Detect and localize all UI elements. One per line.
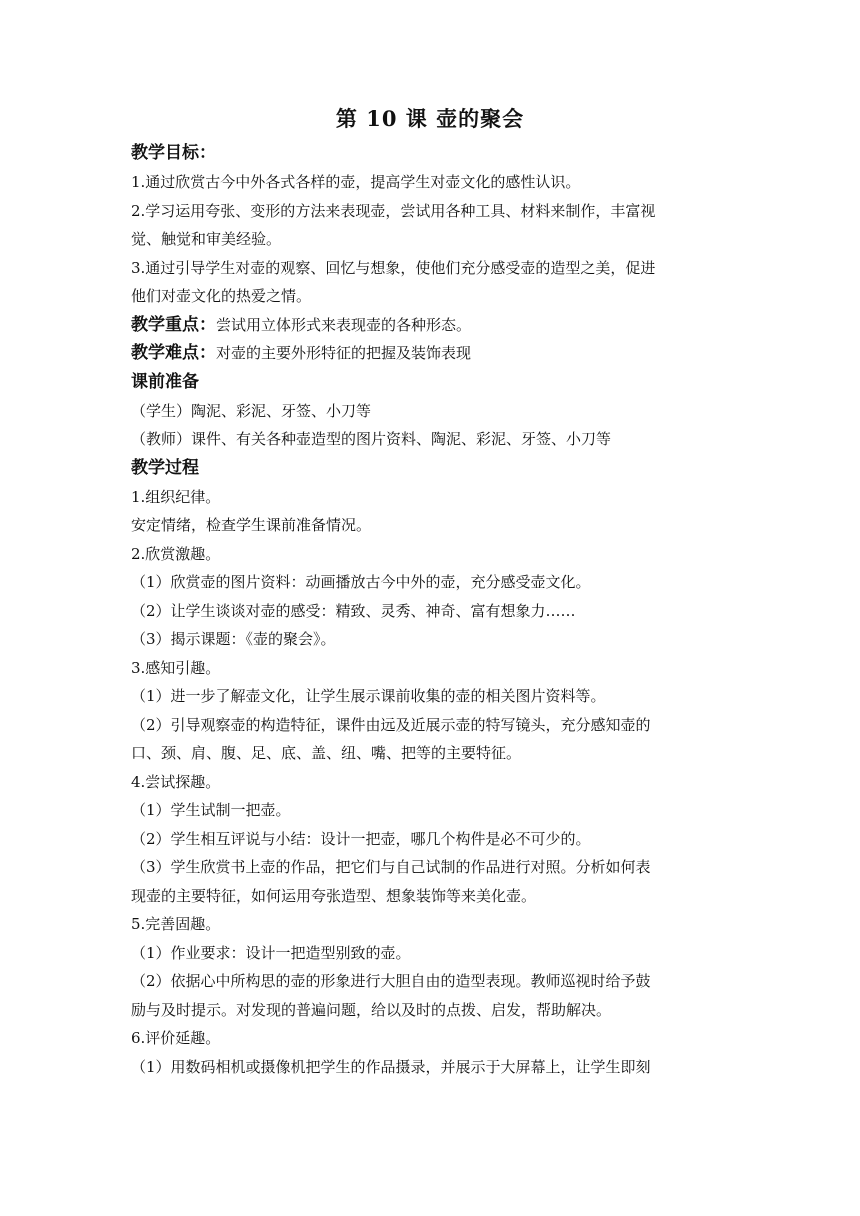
difficulty-row bbox=[131, 339, 731, 368]
objective-line: 2.学习运用夸张、变形的方法来表现壶，尝试用各种工具、材料来制作，丰富视 bbox=[131, 201, 656, 220]
process-line: （2）引导观察壶的构造特征，课件由远及近展示壶的特写镜头，充分感知壶的 bbox=[131, 715, 651, 734]
preparation-line: （教师）课件、有关各种壶造型的图片资料、陶泥、彩泥、牙签、小刀等 bbox=[131, 430, 612, 448]
preparation-heading: 课前准备 bbox=[131, 371, 199, 392]
key-point-label: 教学重点： bbox=[131, 314, 216, 335]
key-point-text: 尝试用立体形式来表现壶的各种形态。 bbox=[216, 315, 472, 334]
objective-line: 1.通过欣赏古今中外各式各样的壶，提高学生对壶文化的感性认识。 bbox=[131, 173, 581, 191]
preparation-line: （学生）陶泥、彩泥、牙签、小刀等 bbox=[131, 401, 372, 420]
process-line: 3.感知引趣。 bbox=[131, 658, 221, 677]
process-line: （3）揭示课题：《壶的聚会》。 bbox=[131, 630, 336, 648]
process-line: 2.欣赏激趣。 bbox=[131, 544, 221, 563]
objective-line: 他们对壶文化的热爱之情。 bbox=[131, 287, 312, 305]
process-line: 安定情绪，检查学生课前准备情况。 bbox=[131, 516, 372, 534]
objective-line: 觉、触觉和审美经验。 bbox=[131, 230, 282, 248]
difficulty-label: 教学难点： bbox=[131, 343, 216, 363]
process-line: 现壶的主要特征，如何运用夸张造型、想象装饰等来美化壶。 bbox=[131, 886, 537, 905]
process-line: （2）依据心中所构思的壶的形象进行大胆自由的造型表现。教师巡视时给予鼓 bbox=[131, 972, 651, 990]
process-line: 5.完善固趣。 bbox=[131, 915, 221, 933]
process-line: 6.评价延趣。 bbox=[131, 1029, 221, 1047]
process-line: （3）学生欣赏书上壶的作品，把它们与自己试制的作品进行对照。分析如何表 bbox=[131, 858, 651, 876]
objective-line: 3.通过引导学生对壶的观察、回忆与想象，使他们充分感受壶的造型之美，促进 bbox=[131, 258, 656, 277]
process-line: （1）进一步了解壶文化，让学生展示课前收集的壶的相关图片资料等。 bbox=[131, 687, 606, 705]
process-line: （1）学生试制一把壶。 bbox=[131, 801, 291, 819]
process-line: （1）作业要求：设计一把造型别致的壶。 bbox=[131, 943, 411, 962]
lesson-title: 第 10 课 壶的聚会 bbox=[335, 106, 525, 131]
process-line: 口、颈、肩、腹、足、底、盖、纽、嘴、把等的主要特征。 bbox=[131, 744, 522, 762]
difficulty-text: 对壶的主要外形特征的把握及装饰表现 bbox=[216, 344, 472, 362]
process-line: （1）用数码相机或摄像机把学生的作品摄录，并展示于大屏幕上，让学生即刻 bbox=[131, 1057, 651, 1076]
process-line: （1）欣赏壶的图片资料：动画播放古今中外的壶，充分感受壶文化。 bbox=[131, 573, 591, 591]
lesson-body bbox=[131, 139, 731, 1081]
process-line: 励与及时提示。对发现的普遍问题，给以及时的点拨、启发，帮助解决。 bbox=[131, 1000, 612, 1019]
process-line: （2）学生相互评说与小结：设计一把壶，哪几个构件是必不可少的。 bbox=[131, 829, 591, 848]
key-point-row bbox=[131, 311, 731, 340]
process-line: 4.尝试探趣。 bbox=[131, 772, 221, 791]
process-line: （2）让学生谈谈对壶的感受：精致、灵秀、神奇、富有想象力…… bbox=[131, 601, 576, 620]
objectives-heading: 教学目标： bbox=[131, 143, 216, 163]
process-line: 1.组织纪律。 bbox=[131, 487, 221, 506]
process-heading: 教学过程 bbox=[131, 457, 199, 478]
